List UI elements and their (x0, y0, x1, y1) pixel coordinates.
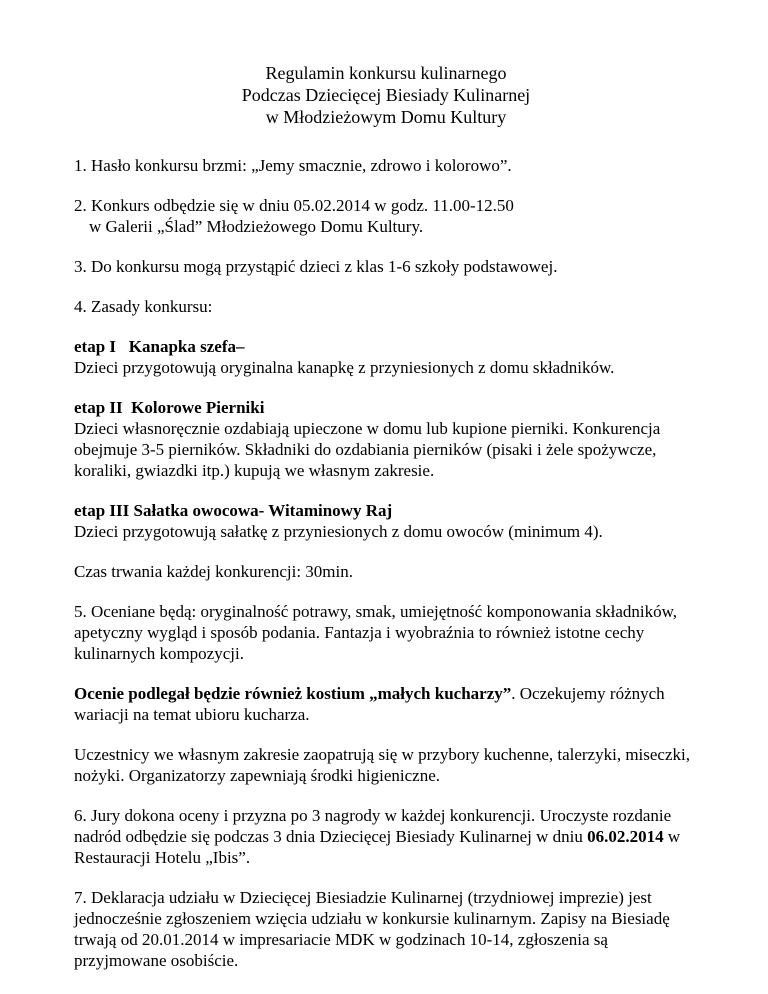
stage-2-text: Dzieci własnoręcznie ozdabiają upieczone w domu lub kupione pierniki. Konkurencja obejmuje 3-5 pierników. Składniki do ozdabiania pierników (pisaki i żele spożywcze, koraliki, gwiazdki itp.) kupują we własnym zakresie. (74, 419, 661, 480)
rule-2-line-2: w Galerii „Ślad” Młodzieżowego Domu Kultury. (89, 217, 424, 236)
duration: Czas trwania każdej konkurencji: 30min. (74, 562, 353, 581)
rule-6-jury (74, 805, 698, 868)
rule-6-date: 06.02.2014 (587, 827, 664, 846)
rule-2-line-1: 2. Konkurs odbędzie się w dniu 05.02.2014 w godz. 11.00-12.50 (74, 196, 514, 215)
rule-7-registration: 7. Deklaracja udziału w Dziecięcej Biesiadzie Kulinarnej (trzydniowej imprezie) jest jednocześnie zgłoszeniem wzięcia udziału w konkursie kulinarnym. Zapisy na Biesiadę trwają od 20.01.2014 w impresariacie MDK w godzinach 10-14, zgłoszenia są przyjmowane osobiście. (74, 888, 670, 970)
stage-1-heading: etap I Kanapka szefa– (74, 337, 245, 356)
stage-2-heading: etap II Kolorowe Pierniki (74, 398, 265, 417)
stage-1 (74, 336, 698, 378)
rule-3-participants: 3. Do konkursu mogą przystąpić dzieci z klas 1-6 szkoły podstawowej. (74, 257, 558, 276)
participants-equipment: Uczestnicy we własnym zakresie zaopatrują się w przybory kuchenne, talerzyki, miseczki, nożyki. Organizatorzy zapewniają środki higieniczne. (74, 745, 691, 785)
rule-5-criteria: 5. Oceniane będą: oryginalność potrawy, smak, umiejętność komponowania składników, apetyczny wygląd i sposób podania. Fantazja i wyobraźnia to również istotne cechy kulinarnych kompozycji. (74, 602, 678, 663)
stage-3 (74, 500, 698, 542)
stage-3-text: Dzieci przygotowują sałatkę z przyniesionych z domu owoców (minimum 4). (74, 522, 603, 541)
costume-note-rest: . Oczekujemy różnych wariacji na temat ubioru kucharza. (74, 684, 665, 724)
document-title (74, 62, 698, 128)
costume-note (74, 683, 698, 725)
title-line-3: w Młodzieżowym Domu Kultury (265, 107, 507, 127)
rule-2-date-place (74, 195, 698, 237)
costume-note-bold: Ocenie podlegał będzie również kostium „małych kucharzy” (74, 684, 512, 703)
title-line-1: Regulamin konkursu kulinarnego (265, 63, 507, 83)
rule-4-heading: 4. Zasady konkursu: (74, 297, 213, 316)
stage-2 (74, 397, 698, 481)
rule-6-part-1: 6. Jury dokona oceny i przyzna po 3 nagrody w każdej konkurencji. Uroczyste rozdanie nadród odbędzie się podczas 3 dnia Dziecięcej Biesiady Kulinarnej w dniu (74, 806, 672, 846)
rule-1-slogan: 1. Hasło konkursu brzmi: „Jemy smacznie, zdrowo i kolorowo”. (74, 156, 512, 175)
stage-3-heading: etap III Sałatka owocowa- Witaminowy Raj (74, 501, 393, 520)
stage-1-text: Dzieci przygotowują oryginalna kanapkę z przyniesionych z domu składników. (74, 358, 615, 377)
title-line-2: Podczas Dziecięcej Biesiady Kulinarnej (241, 85, 531, 105)
rule-6-part-2: w Restauracji Hotelu „Ibis”. (74, 827, 681, 867)
